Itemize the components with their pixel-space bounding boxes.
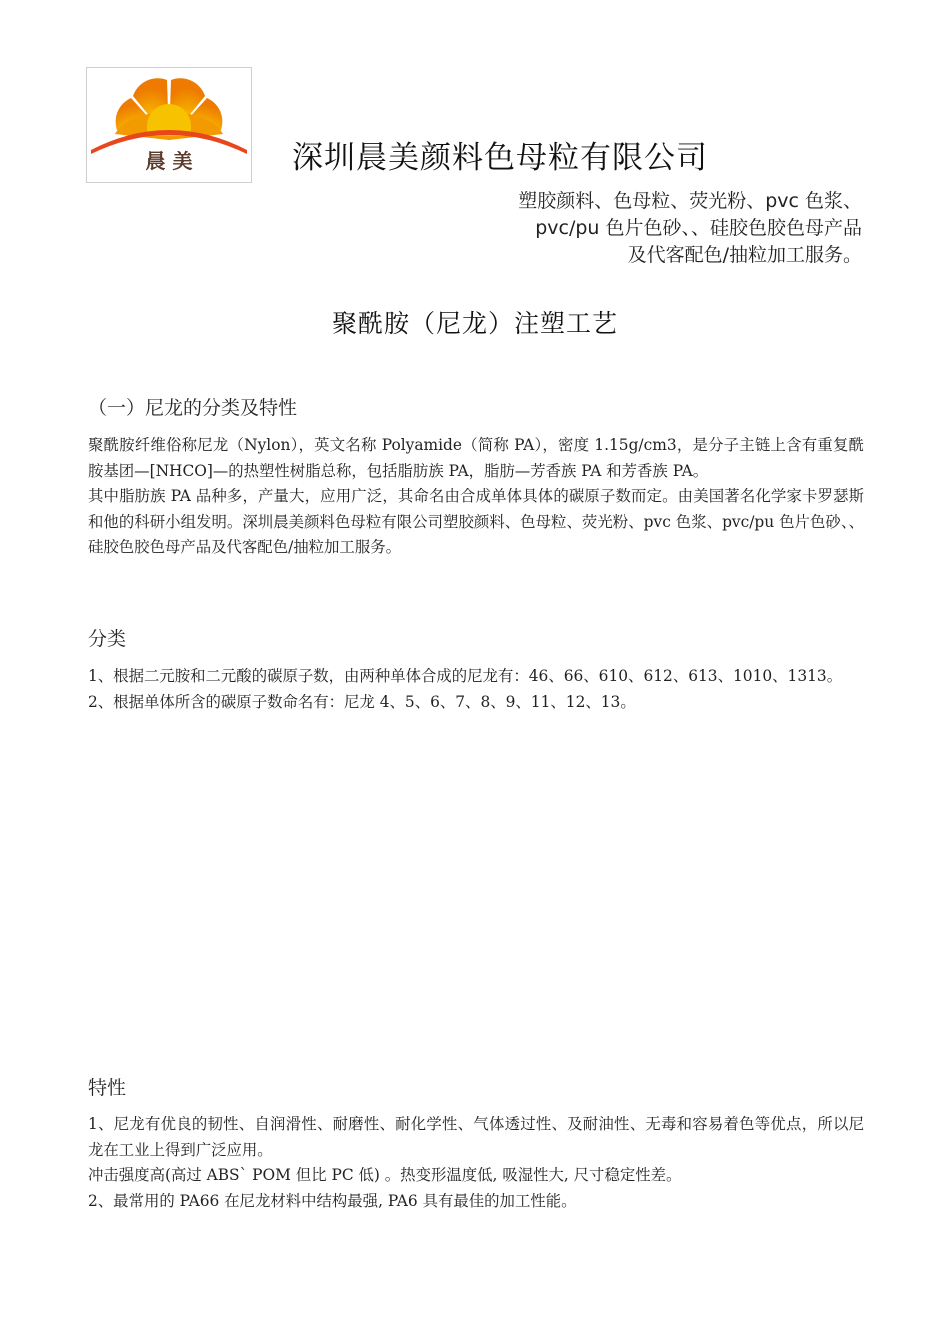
paragraph: 冲击强度高(高过 ABS` POM 但比 PC 低) 。热变形温度低, 吸湿性大, 尺寸稳定性差。 (88, 1166, 682, 1184)
company-tagline (342, 188, 862, 269)
company-logo (86, 67, 252, 183)
section-heading-properties: 特性 (88, 1077, 127, 1099)
sun-logo-icon (87, 68, 251, 182)
section-heading-classification: 分类 (88, 628, 127, 650)
document-title: 聚酰胺（尼龙）注塑工艺 (331, 309, 618, 338)
section-heading-classification-properties: （一）尼龙的分类及特性 (88, 397, 298, 419)
section1-body (88, 433, 864, 561)
paragraph: 2、根据单体所含的碳原子数命名有：尼龙 4、5、6、7、8、9、11、12、13。 (88, 692, 636, 711)
tagline-line-1: 塑胶颜料、色母粒、荧光粉、pvc 色浆、 (518, 190, 862, 212)
tagline-line-3: 及代客配色/抽粒加工服务。 (627, 244, 862, 266)
company-name: 深圳晨美颜料色母粒有限公司 (292, 140, 708, 176)
paragraph: 1、尼龙有优良的韧性、自润滑性、耐磨性、耐化学性、气体透过性、及耐油性、无毒和容易着色等优点，所以尼龙在工业上得到广泛应用。 (88, 1115, 864, 1159)
tagline-line-2: pvc/pu 色片色砂、、硅胶色胶色母产品 (535, 217, 862, 239)
paragraph: 聚酰胺纤维俗称尼龙（Nylon），英文名称 Polyamide（简称 PA），密度 1.15g/cm3，是分子主链上含有重复酰胺基团—[NHCO]—的热塑性树脂总称，包括脂肪族 PA，脂肪—芳香族 PA 和芳香族 PA。 (88, 436, 864, 480)
paragraph: 2、最常用的 PA66 在尼龙材料中结构最强, PA6 具有最佳的加工性能。 (88, 1191, 577, 1210)
classification-body (88, 664, 864, 715)
properties-body (88, 1112, 864, 1214)
logo-text: 晨 美 (145, 149, 193, 173)
paragraph: 1、根据二元胺和二元酸的碳原子数，由两种单体合成的尼龙有：46、66、610、612、613、1010、1313。 (88, 667, 843, 685)
paragraph: 其中脂肪族 PA 品种多，产量大，应用广泛，其命名由合成单体具体的碳原子数而定。由美国著名化学家卡罗瑟斯和他的科研小组发明。深圳晨美颜料色母粒有限公司塑胶颜料、色母粒、荧光粉、pvc 色浆、pvc/pu 色片色砂、、硅胶色胶色母产品及代客配色/抽粒加工服务。 (88, 487, 864, 556)
